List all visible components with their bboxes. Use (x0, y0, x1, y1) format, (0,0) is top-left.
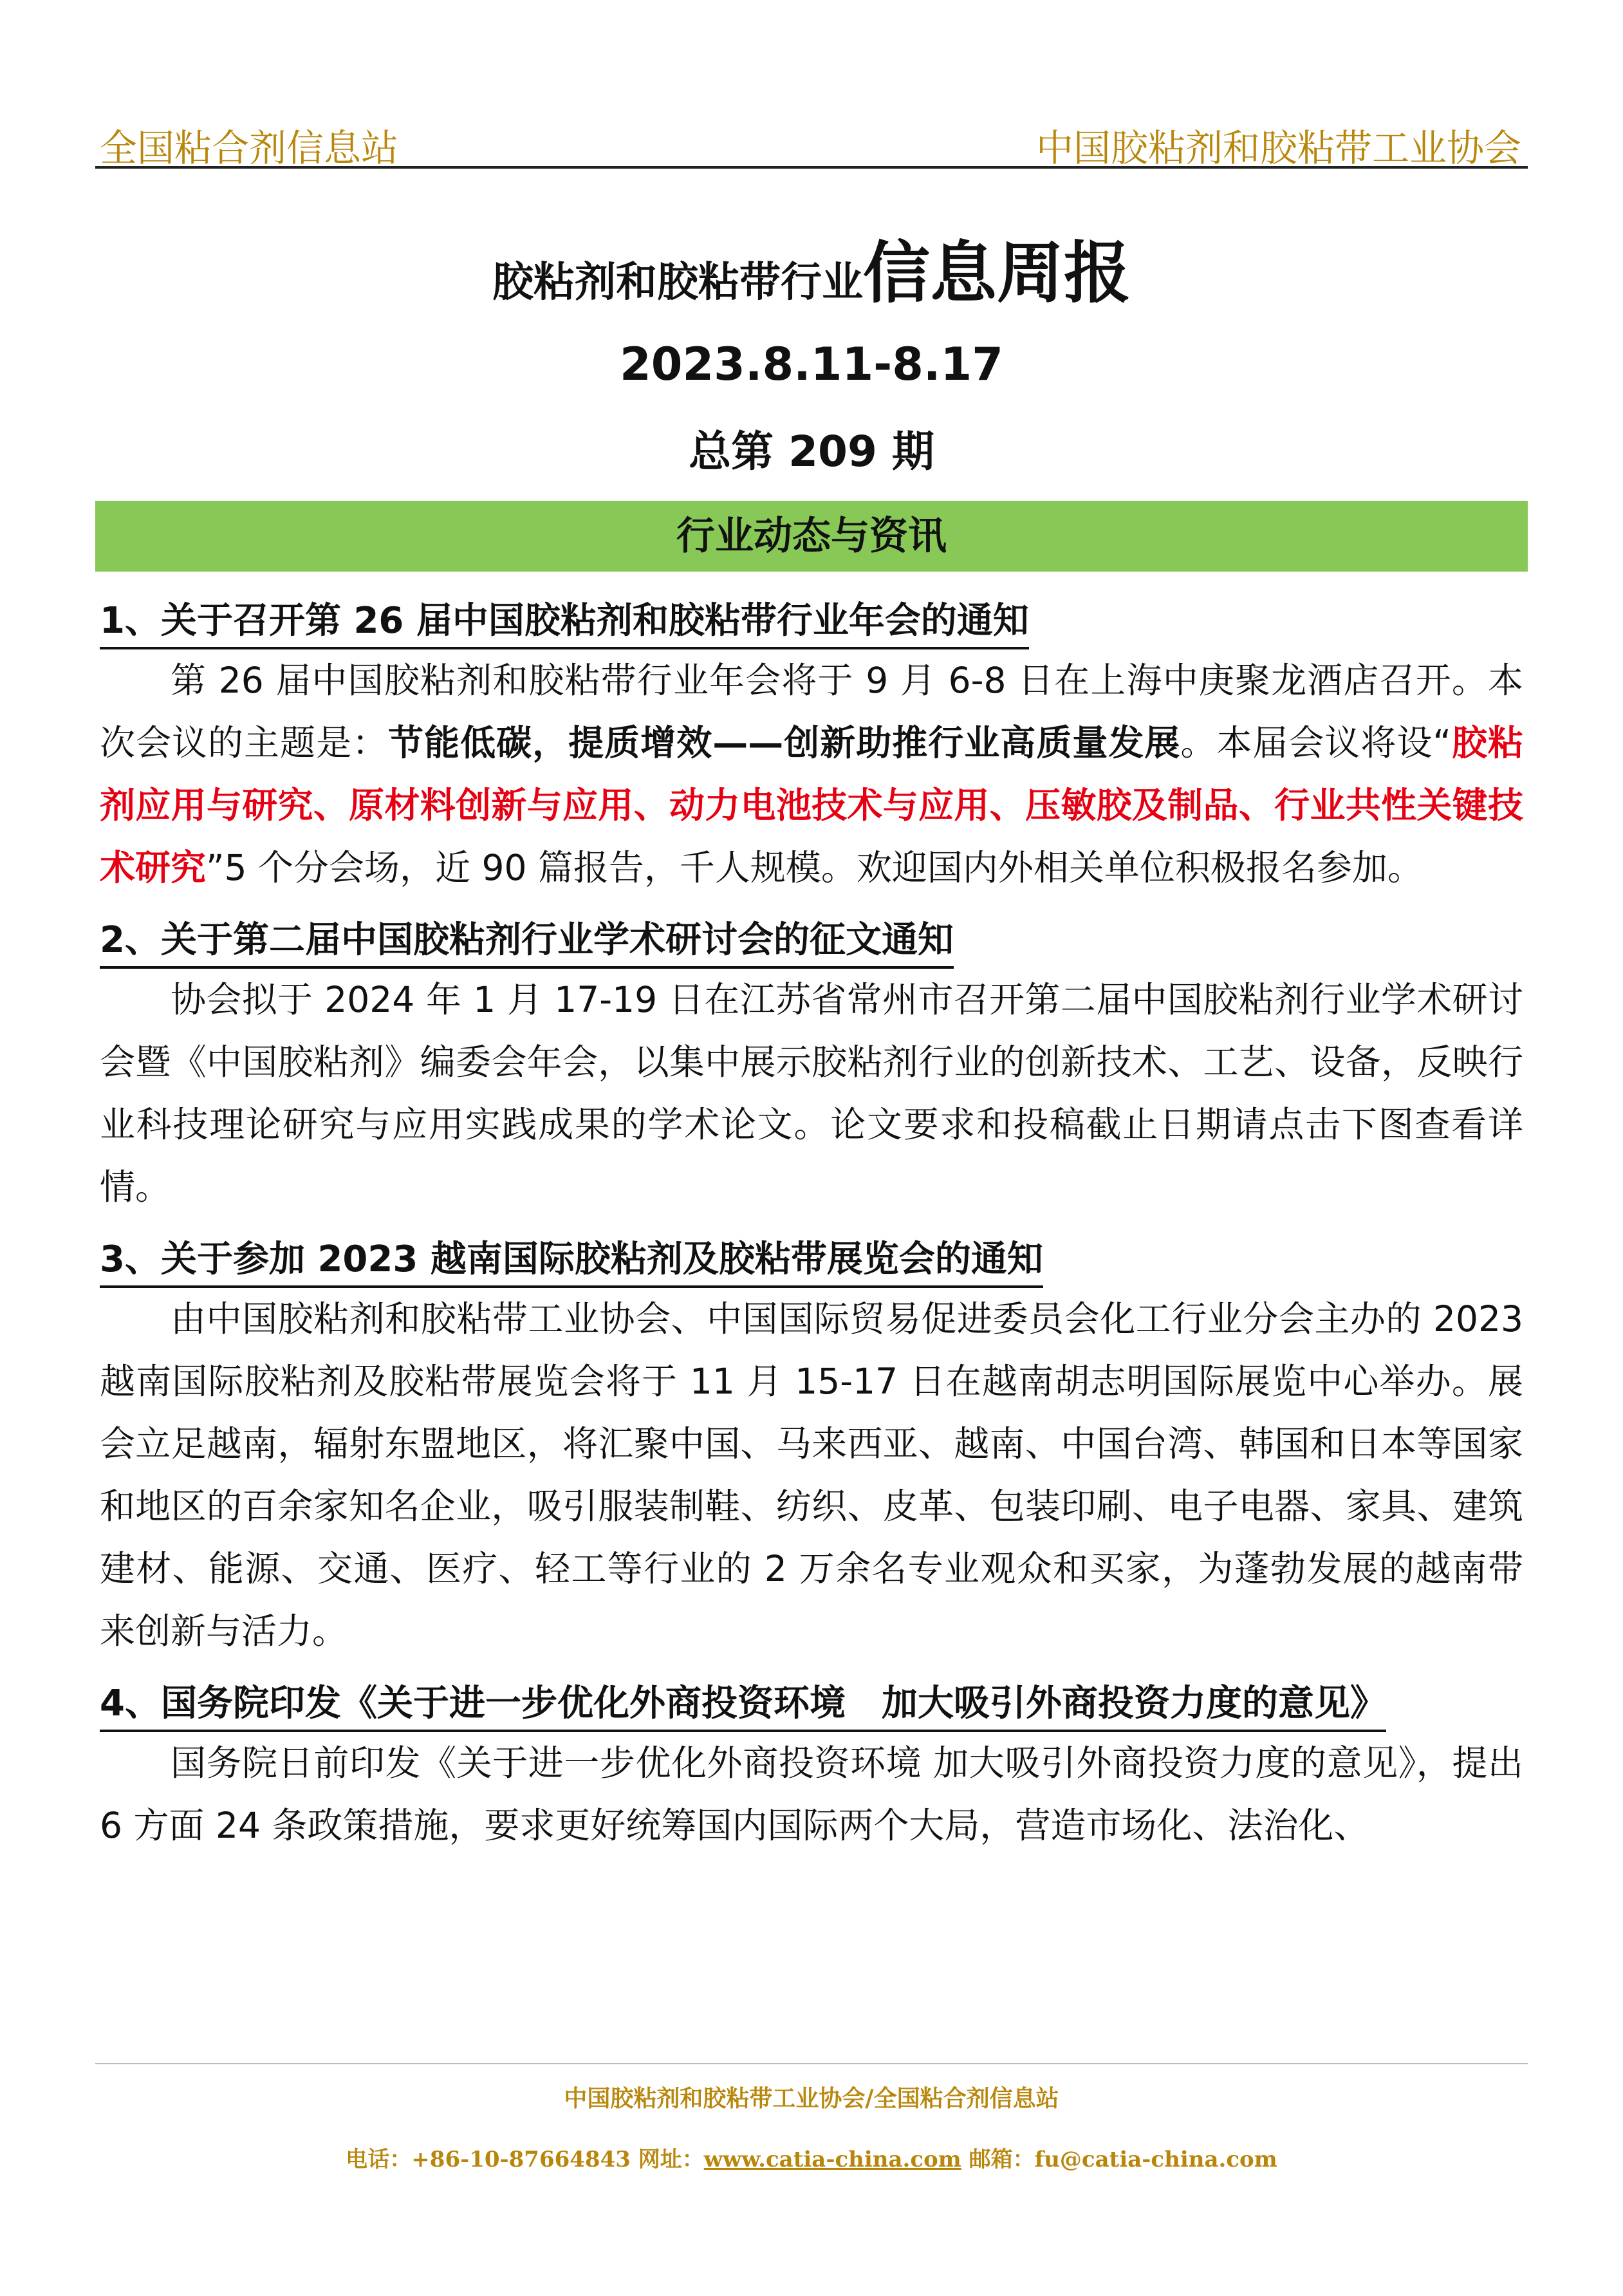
issue-number: 总第 209 期 (689, 427, 934, 476)
header-association-name: 中国胶粘剂和胶粘带工业协会 (1035, 126, 1521, 170)
header-site-name: 全国粘合剂信息站 (100, 126, 399, 170)
section-band-title: 行业动态与资讯 (95, 501, 1528, 572)
page-title (0, 219, 1623, 315)
news-item-body: 协会拟于 2024 年 1 月 17-19 日在江苏省常州市召开第二届中国胶粘剂行业学术研讨会暨《中国胶粘剂》编委会年会，以集中展示胶粘剂行业的创新技术、工艺、设备，反映行业科技理论研究与应用实践成果的学术论文。论文要求和投稿截止日期请点击下图查看详情。 (100, 979, 1523, 1208)
website-link[interactable]: www.catia-china.com (703, 2147, 961, 2172)
title-main: 信息周报 (862, 234, 1131, 312)
footer-organization: 中国胶粘剂和胶粘带工业协会/全国粘合剂信息站 (564, 2085, 1059, 2112)
news-item-title[interactable]: 2、关于第二届中国胶粘剂行业学术研讨会的征文通知 (100, 915, 954, 969)
news-item (100, 1234, 1523, 1663)
sub-venue-topics: 胶粘剂应用与研究、原材料创新与应用、动力电池技术与应用、压敏胶及制品、行业共性关键技术研究 (100, 722, 1523, 888)
news-item-body: 由中国胶粘剂和胶粘带工业协会、中国国际贸易促进委员会化工行业分会主办的 2023 越南国际胶粘剂及胶粘带展览会将于 11 月 15-17 日在越南胡志明国际展览中心举办。展会立足越南，辐射东盟地区，将汇聚中国、马来西亚、越南、中国台湾、韩国和日本等国家和地区的百余家知名企业，吸引服装制鞋、纺织、皮革、包装印刷、电子电器、家具、建筑建材、能源、交通、医疗、轻工等行业的 2 万余名专业观众和买家，为蓬勃发展的越南带来创新与活力。 (100, 1298, 1523, 1652)
news-item (100, 915, 1523, 1218)
date-range: 2023.8.11-8.17 (620, 338, 1003, 391)
footer-phone: 电话：+86-10-87664843 网址： (346, 2147, 704, 2172)
news-item-title[interactable]: 4、国务院印发《关于进一步优化外商投资环境 加大吸引外商投资力度的意见》 (100, 1678, 1386, 1732)
news-item-body: 第 26 届中国胶粘剂和胶粘带行业年会将于 9 月 6-8 日在上海中庚聚龙酒店召开。本次会议的主题是：节能低碳，提质增效——创新助推行业高质量发展。本届会议将设“胶粘剂应用与研究、原材料创新与应用、动力电池技术与应用、压敏胶及制品、行业共性关键技术研究”5 个分会场，近 90 篇报告，千人规模。欢迎国内外相关单位积极报名参加。 (100, 660, 1523, 888)
footer-divider (95, 2063, 1528, 2064)
header-divider (95, 166, 1528, 169)
news-item (100, 1678, 1523, 1857)
footer-email: 邮箱：fu@catia-china.com (961, 2147, 1277, 2172)
footer-contact (0, 2142, 1623, 2173)
news-item-title[interactable]: 1、关于召开第 26 届中国胶粘剂和胶粘带行业年会的通知 (100, 595, 1029, 649)
news-item-body: 国务院日前印发《关于进一步优化外商投资环境 加大吸引外商投资力度的意见》，提出 6 方面 24 条政策措施，要求更好统筹国内国际两个大局，营造市场化、法治化、 (100, 1742, 1523, 1846)
conference-theme: 节能低碳，提质增效——创新助推行业高质量发展 (388, 722, 1181, 763)
title-prefix: 胶粘剂和胶粘带行业 (492, 259, 863, 306)
news-item (100, 595, 1523, 899)
article-content (100, 595, 1523, 1872)
news-item-title[interactable]: 3、关于参加 2023 越南国际胶粘剂及胶粘带展览会的通知 (100, 1234, 1043, 1288)
